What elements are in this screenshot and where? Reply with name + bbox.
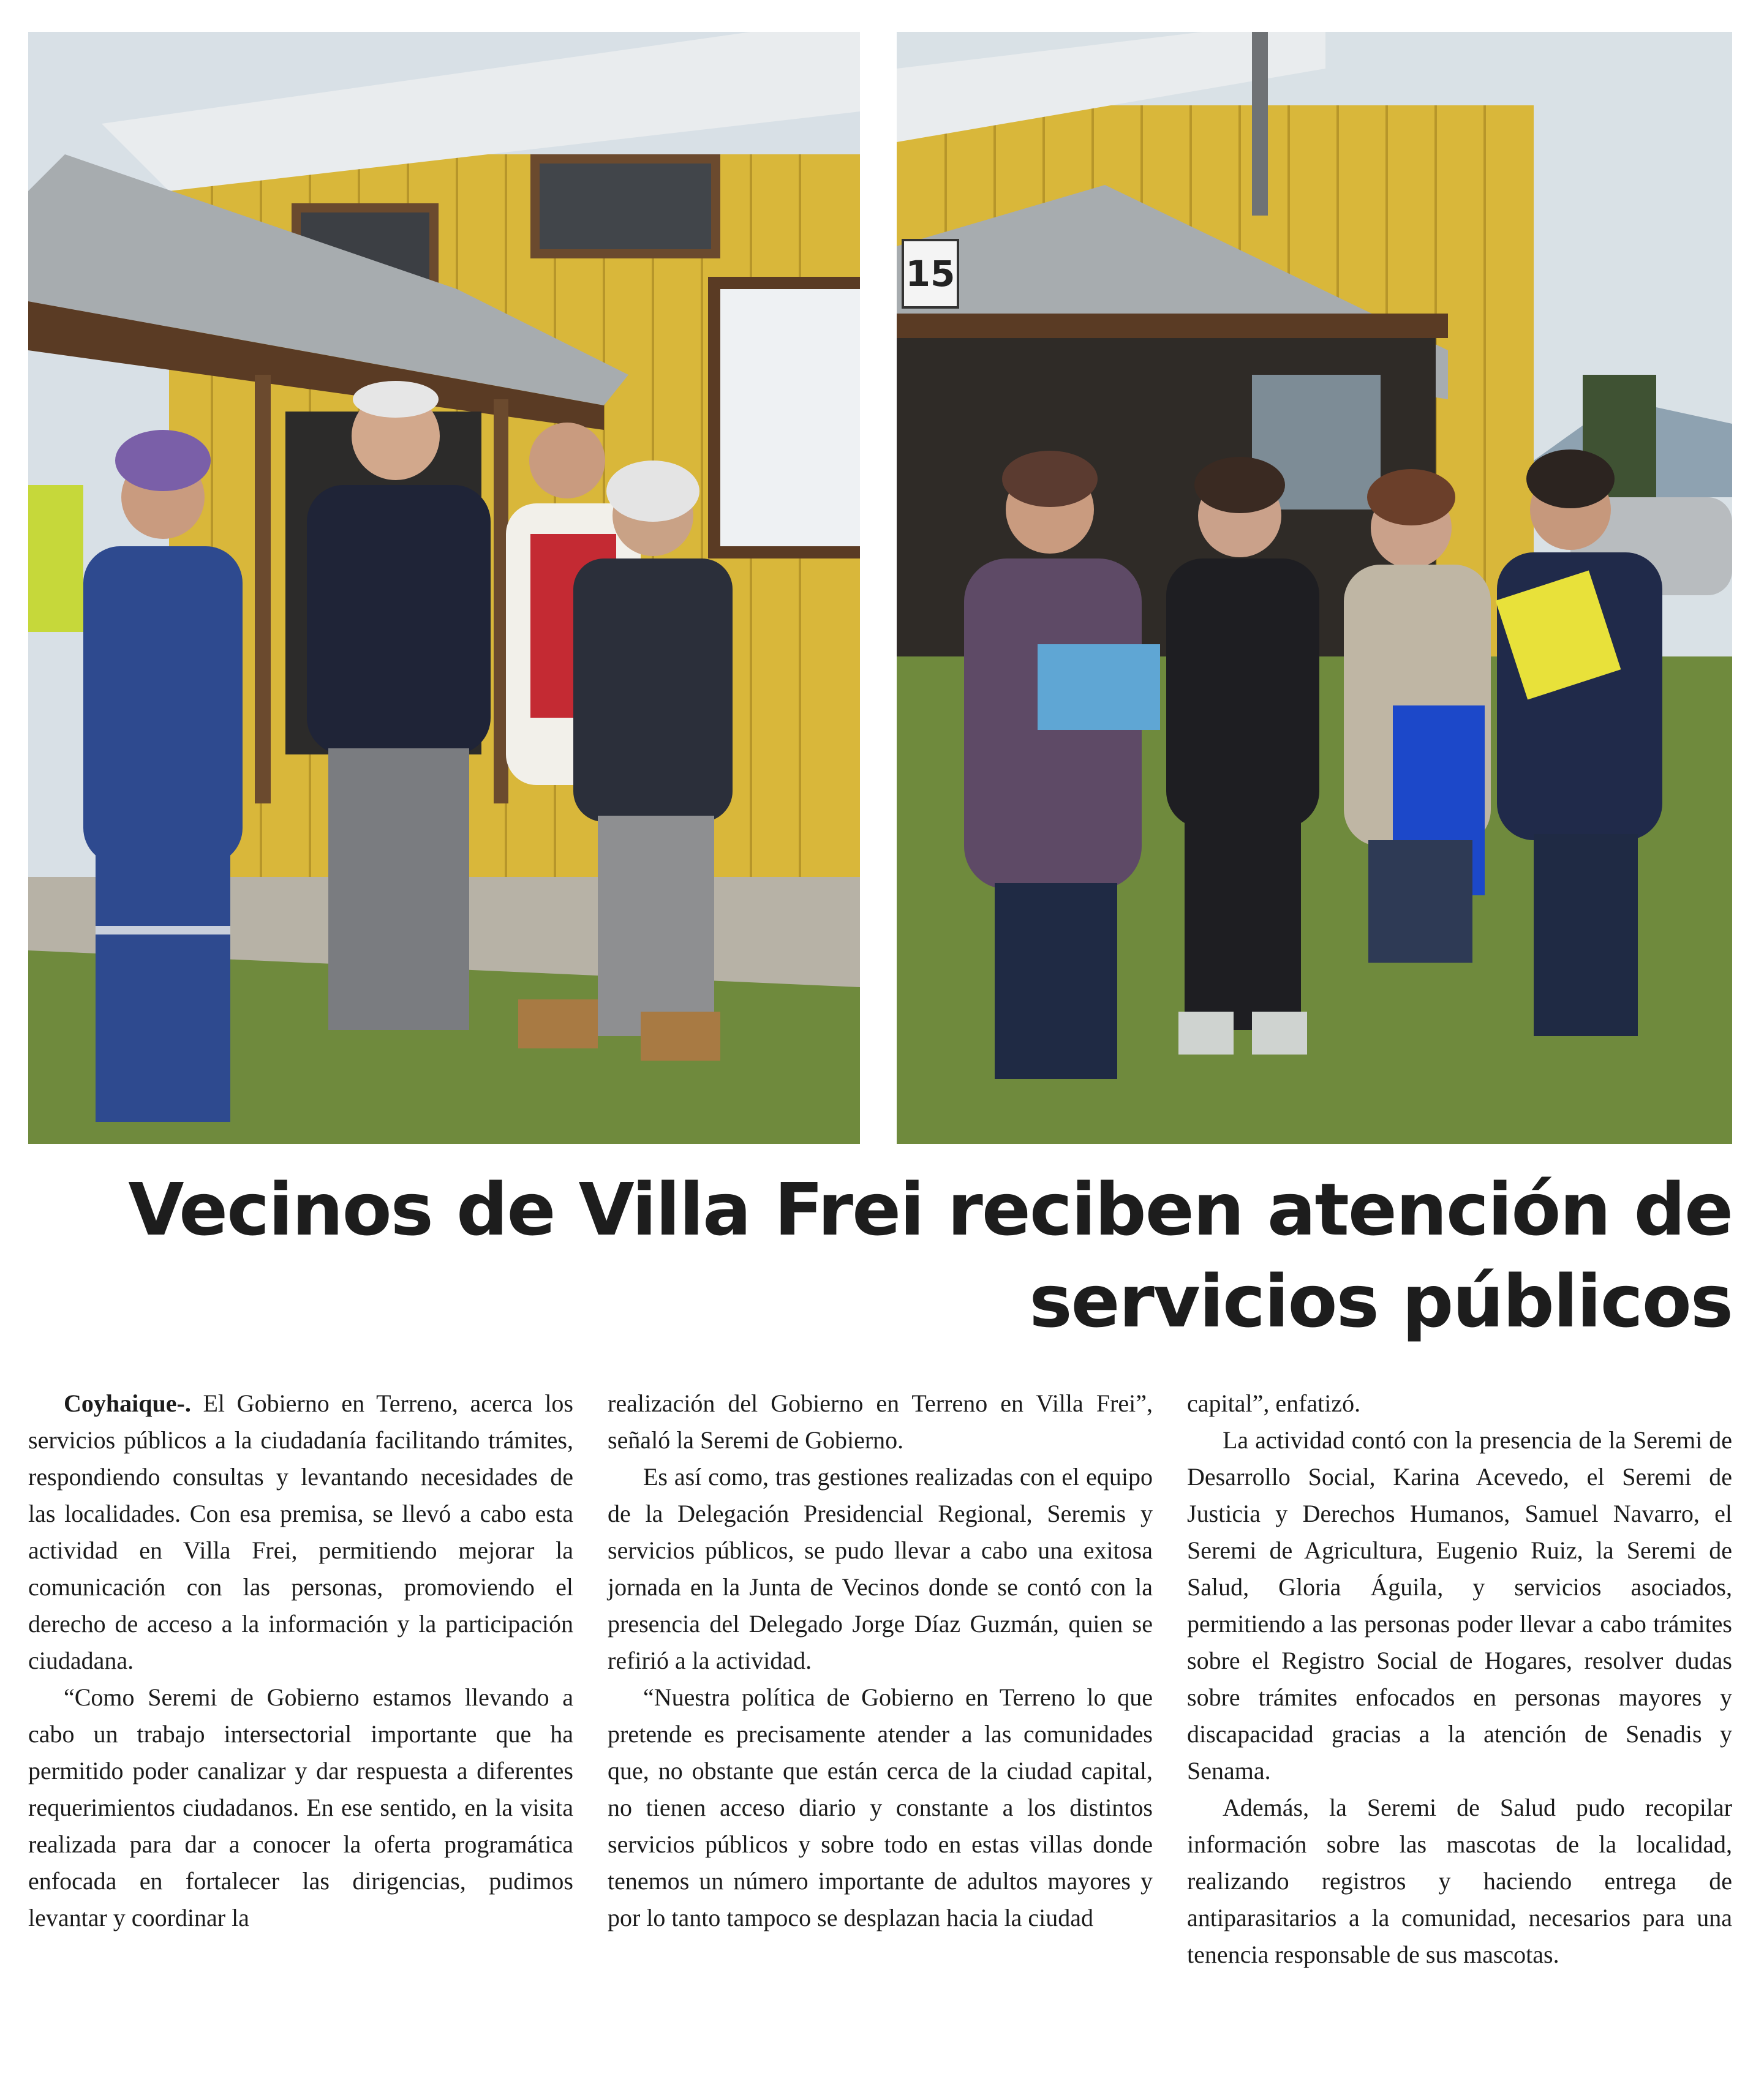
col2-paragraph-3: “Nuestra política de Gobierno en Terreno lo que pretende es precisamente atender a las comunidades que, no obstante que están cerca de la ciudad capital, no tienen acceso diario y constante a los distintos servicios públicos y sobre todo en estas villas donde tenemos un número importante de adultos mayores y por lo tanto tampoco se desplazan hacia la ciudad: [608, 1683, 1153, 1931]
col3-paragraph-1: capital”, enfatizó.: [1187, 1389, 1361, 1417]
col2-paragraph-1: realización del Gobierno en Terreno en Villa Frei”, señaló la Seremi de Gobierno.: [608, 1389, 1153, 1454]
article-column-3: [1187, 1385, 1732, 1973]
col1-paragraph-2: “Como Seremi de Gobierno estamos llevando a cabo un trabajo intersectorial importante que ha permitido poder canalizar y dar respuesta a diferentes requerimientos ciudadanos. En ese sentido, en la visita realizada para dar a conocer la oferta programática enfocada en fortalecer las dirigencias, pudimos levantar y coordinar la: [28, 1683, 573, 1931]
col3-paragraph-2: La actividad contó con la presencia de la Seremi de Desarrollo Social, Karina Acevedo, el Seremi de Justicia y Derechos Humanos, Samuel Navarro, el Seremi de Agricultura, Eugenio Ruiz, la Seremi de Salud, Gloria Águila, y servicios asociados, permitiendo a las personas poder llevar a cabo trámites sobre el Registro Social de Hogares, resolver dudas sobre trámites enfocados en personas mayores y discapacidad gracias a la atención de Senadis y Senama.: [1187, 1426, 1732, 1784]
col1-paragraph-1-text: El Gobierno en Terreno, acerca los servicios públicos a la ciudadanía facilitando trámites, respondiendo consultas y levantando necesidades de las localidades. Con esa premisa, se llevó a cabo esta actividad en Villa Frei, permitiendo mejorar la comunicación con las personas, promoviendo el derecho de acceso a la información y la participación ciudadana.: [28, 1389, 573, 1674]
photo-left-illustration: [28, 32, 860, 1144]
col2-paragraph-2: Es así como, tras gestiones realizadas con el equipo de la Delegación Presidencial Regional, Seremis y servicios públicos, se pudo llevar a cabo una exitosa jornada en la Junta de Vecinos donde se contó con la presencia del Delegado Jorge Díaz Guzmán, quien se refirió a la actividad.: [608, 1463, 1153, 1674]
photo-right-illustration: [897, 32, 1732, 1144]
house-number-text: 15: [905, 253, 956, 295]
headline-line-2: servicios públicos: [1029, 1259, 1732, 1344]
article-headline: [74, 1164, 1732, 1347]
photo-right-women-with-brochures: [897, 32, 1732, 1144]
article-column-1: [28, 1385, 573, 1936]
col1-paragraph-1: [28, 1385, 573, 1679]
dateline: Coyhaique-.: [64, 1389, 191, 1417]
col3-paragraph-3: Además, la Seremi de Salud pudo recopilar información sobre las mascotas de la localidad, realizando registros y haciendo entrega de antiparasitarios a la comunidad, necesarios para una tenencia responsable de sus mascotas.: [1187, 1794, 1732, 1968]
photo-left-group-at-yellow-house: [28, 32, 860, 1144]
article-column-2: [608, 1385, 1153, 1936]
headline-line-1: Vecinos de Villa Frei reciben atención de: [128, 1167, 1732, 1252]
